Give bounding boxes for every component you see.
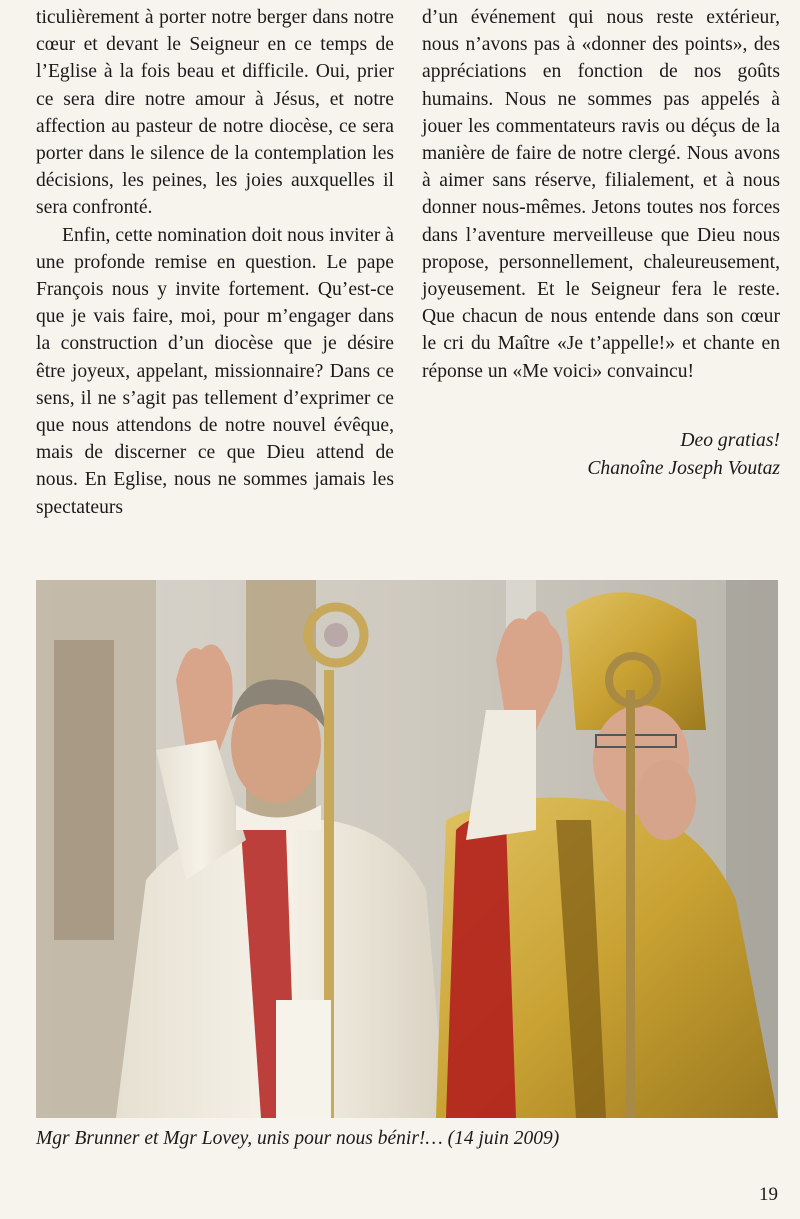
paragraph: ticulièrement à porter notre berger dans notre cœur et devant le Seigneur en ce temps de l’Eglise à la fois beau et difficile. Oui, prier ce sera dire notre amour à Jésus, et notre affection au pasteur de notre diocèse, ce sera porter dans le silence de la contemplation les décisions, les peines, les joies auxquelles il sera confronté. (36, 7, 394, 219)
signature-block (422, 427, 780, 483)
closing-line: Deo gratias! (680, 429, 780, 451)
right-column (422, 4, 780, 483)
page-number: 19 (759, 1184, 778, 1205)
right-crozier-staff (626, 690, 635, 1118)
article-body (36, 4, 780, 564)
bishops-blessing-photo (36, 580, 778, 1118)
paragraph: d’un événement qui nous reste extérieur, nous n’avons pas à «donner des points», des appréciations en fonction de nos goûts humains. Nous ne sommes pas appelés à jouer les commentateurs ravis ou déçus de la manière de faire de notre clergé. Nous avons à aimer sans réserve, filialement, et à nous donner nous-mêmes. Jetons toutes nos forces dans l’aventure merveilleuse que Dieu nous propose, personnellement, chaleureusement, joyeusement. Et le Seigneur fera le reste. Que chacun de nous entende dans son cœur le cri du Maître «Je t’appelle!» et chante en réponse un «Me voici» convaincu! (422, 7, 780, 382)
author-name: Chanoîne Joseph Voutaz (587, 457, 780, 479)
left-column (36, 4, 394, 521)
photo-caption: Mgr Brunner et Mgr Lovey, unis pour nous bénir!… (14 juin 2009) (36, 1128, 560, 1149)
photo-illustration (36, 580, 778, 1118)
paragraph: Enfin, cette nomination doit nous inviter à une profonde remise en question. Le pape François nous y invite fortement. Qu’est-ce que je vais faire, moi, pour m’engager dans la construction d’un diocèse que je désire être joyeux, appelant, missionnaire? Dans ce sens, il ne s’agit pas tellement d’exprimer ce que nous attendons de notre nouvel évêque, mais de discerner ce que Dieu attend de nous. En Eglise, nous ne sommes jamais les spectateurs (36, 224, 394, 518)
candle (276, 1000, 331, 1118)
